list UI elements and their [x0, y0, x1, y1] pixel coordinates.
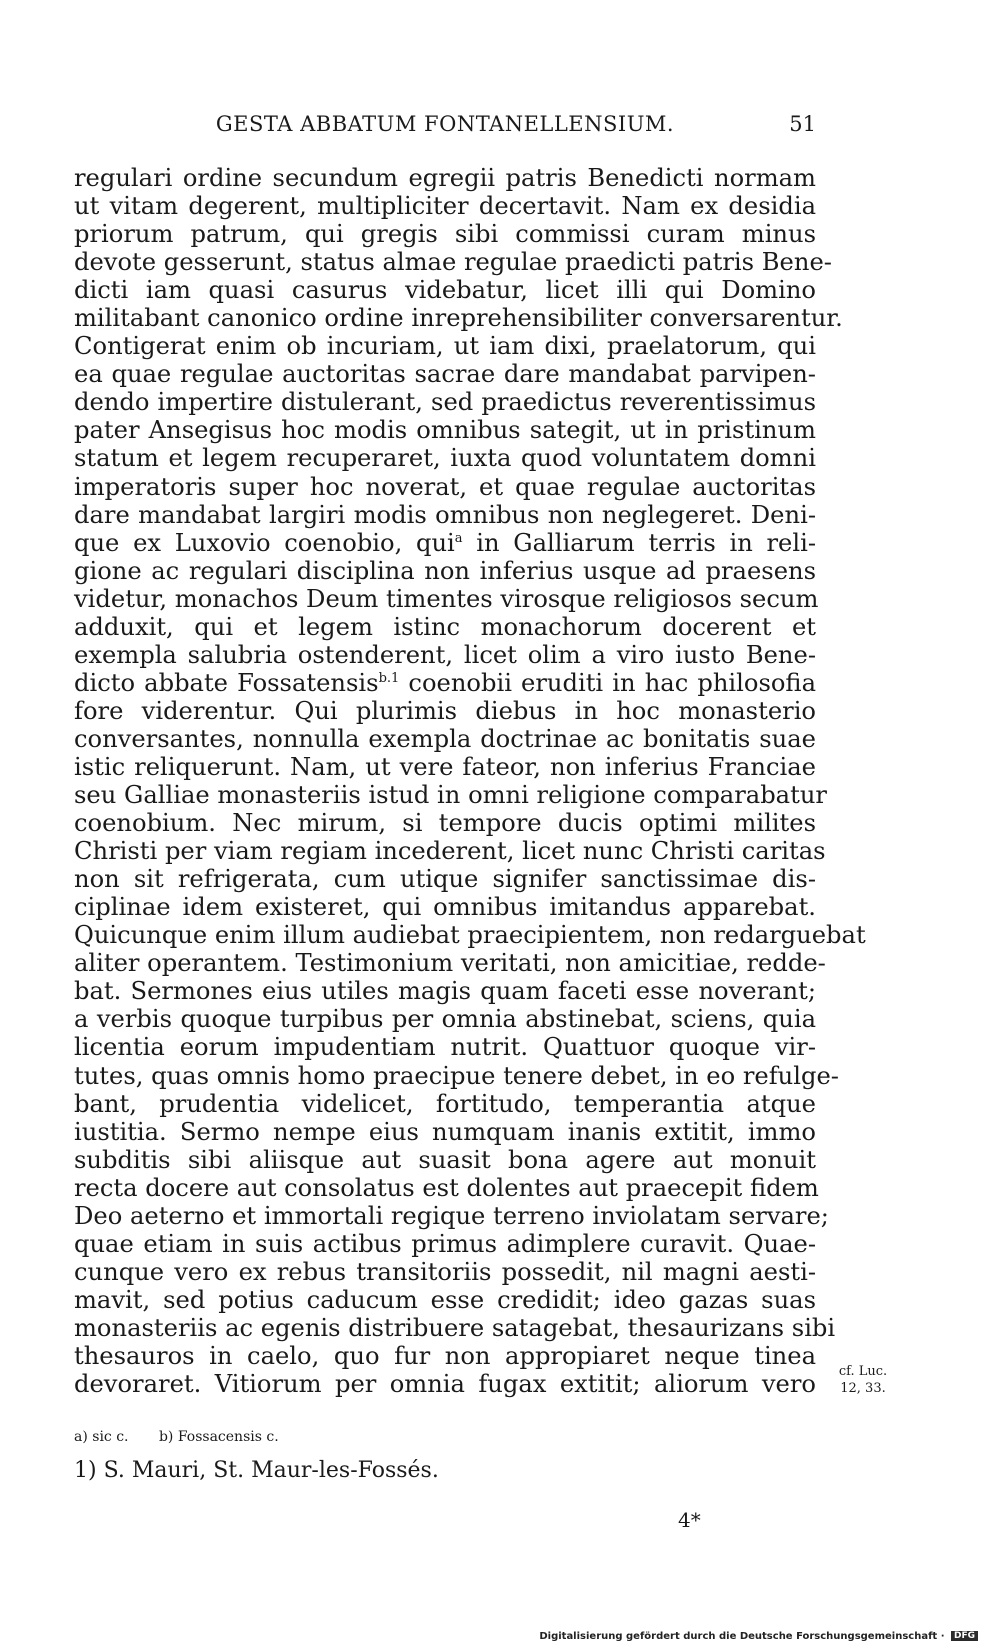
text-segment: dicto abbate Fossatensis [74, 668, 379, 697]
text-line: pater Ansegisus hoc modis omnibus sategit, ut in pristinum [74, 416, 816, 445]
text-line: a verbis quoque turpibus per omnia abstinebat, sciens, quia [74, 1005, 816, 1034]
text-line: fore viderentur. Qui plurimis diebus in hoc monasterio [74, 696, 816, 725]
variant-footnotes [74, 1429, 305, 1445]
text-segment: coenobii eruditi in hac philosofia [399, 668, 816, 697]
footnote-1: 1) S. Mauri, St. Maur-les-Fossés. [74, 1458, 439, 1483]
text-line: seu Galliae monasteriis istud in omni religione comparabatur [74, 781, 827, 810]
text-line: dicti iam quasi casurus videbatur, licet illi qui Domino [74, 276, 816, 305]
text-line: mavit, sed potius caducum esse credidit; ideo gazas suas [74, 1285, 816, 1314]
text-line: quae etiam in suis actibus primus adimplere curavit. Quae- [74, 1229, 816, 1258]
text-line: Christi per viam regiam incederent, licet nunc Christi caritas [74, 837, 826, 866]
text-line: adduxit, qui et legem istinc monachorum docerent et [74, 612, 816, 641]
text-line: ut vitam degerent, multipliciter decertavit. Nam ex desidia [74, 192, 816, 221]
text-line: subditis sibi aliisque aut suasit bona agere aut monuit [74, 1145, 816, 1174]
text-line: recta docere aut consolatus est dolentes aut praecepit fidem [74, 1173, 819, 1202]
text-line: priorum patrum, qui gregis sibi commissi curam minus [74, 220, 816, 249]
text-line: bant, prudentia videlicet, fortitudo, temperantia atque [74, 1089, 816, 1118]
text-line: Quicunque enim illum audiebat praecipientem, non redarguebat [74, 921, 866, 950]
running-title: GESTA ABBATUM FONTANELLENSIUM. [215, 112, 675, 136]
text-line: Contigerat enim ob incuriam, ut iam dixi, praelatorum, qui [74, 332, 816, 361]
footnote-a: a) sic c. [74, 1429, 129, 1445]
text-line: Deo aeterno et immortali regique terreno inviolatam servare; [74, 1201, 829, 1230]
text-line: imperatoris super hoc noverat, et quae regulae auctoritas [74, 472, 816, 501]
text-line: gione ac regulari disciplina non inferius usque ad praesens [74, 556, 816, 585]
text-line: tutes, quas omnis homo praecipue tenere debet, in eo refulge- [74, 1061, 839, 1090]
margin-reference-line: cf. Luc. [838, 1364, 888, 1379]
text-line: devoraret. Vitiorum per omnia fugax extitit; aliorum vero [74, 1370, 816, 1399]
dfg-logo: DFG [951, 1631, 978, 1641]
text-segment: que ex Luxovio coenobio, qui [74, 528, 455, 557]
footnote-ref-a: a [454, 530, 463, 546]
text-line: dendo impertire distulerant, sed praedictus reverentissimus [74, 388, 816, 417]
text-line: monasteriis ac egenis distribuere satagebat, thesaurizans sibi [74, 1313, 836, 1342]
footnote-ref-b1: b.1 [378, 670, 400, 686]
text-line: non sit refrigerata, cum utique signifer sanctissimae dis- [74, 865, 816, 894]
text-line: devote gesserunt, status almae regulae praedicti patris Bene- [74, 248, 832, 277]
text-line: exempla salubria ostenderent, licet olim a viro iusto Bene- [74, 640, 816, 669]
footnote-b: b) Fossacensis c. [158, 1429, 279, 1445]
text-line: videtur, monachos Deum timentes virosque religiosos secum [74, 584, 819, 613]
text-line: aliter operantem. Testimonium veritati, non amicitiae, redde- [74, 949, 826, 978]
text-line [74, 669, 816, 697]
text-line: statum et legem recuperaret, iuxta quod voluntatem domni [74, 444, 816, 473]
margin-reference-line: 12, 33. [840, 1381, 886, 1396]
text-line: conversantes, nonnulla exempla doctrinae ac bonitatis suae [74, 724, 816, 753]
running-header [74, 112, 816, 142]
text-line: licentia eorum impudentiam nutrit. Quattuor quoque vir- [74, 1033, 816, 1062]
digitization-text: Digitalisierung gefördert durch die Deutsche Forschungsgemeinschaft · [539, 1631, 945, 1642]
text-line: coenobium. Nec mirum, si tempore ducis optimi milites [74, 809, 816, 838]
text-line: dare mandabat largiri modis omnibus non neglegeret. Deni- [74, 500, 816, 529]
text-line: militabant canonico ordine inreprehensibiliter conversarentur. [74, 304, 843, 333]
text-line: ciplinae idem existeret, qui omnibus imitandus apparebat. [74, 893, 816, 922]
page-number: 51 [789, 112, 816, 136]
text-line: iustitia. Sermo nempe eius numquam inanis extitit, immo [74, 1117, 816, 1146]
text-line: bat. Sermones eius utiles magis quam faceti esse noverant; [74, 977, 816, 1006]
text-line: cunque vero ex rebus transitoriis possedit, nil magni aesti- [74, 1257, 816, 1286]
text-line: istic reliquerunt. Nam, ut vere fateor, non inferius Franciae [74, 752, 816, 781]
signature-mark: 4* [678, 1508, 701, 1532]
text-line: regulari ordine secundum egregii patris Benedicti normam [74, 164, 816, 192]
digitization-credit [539, 1631, 978, 1642]
text-line [74, 529, 816, 557]
text-line: thesauros in caelo, quo fur non appropiaret neque tinea [74, 1341, 816, 1370]
margin-reference [828, 1363, 898, 1397]
text-line: ea quae regulae auctoritas sacrae dare mandabat parvipen- [74, 360, 816, 389]
text-segment: in Galliarum terris in reli- [462, 528, 817, 557]
